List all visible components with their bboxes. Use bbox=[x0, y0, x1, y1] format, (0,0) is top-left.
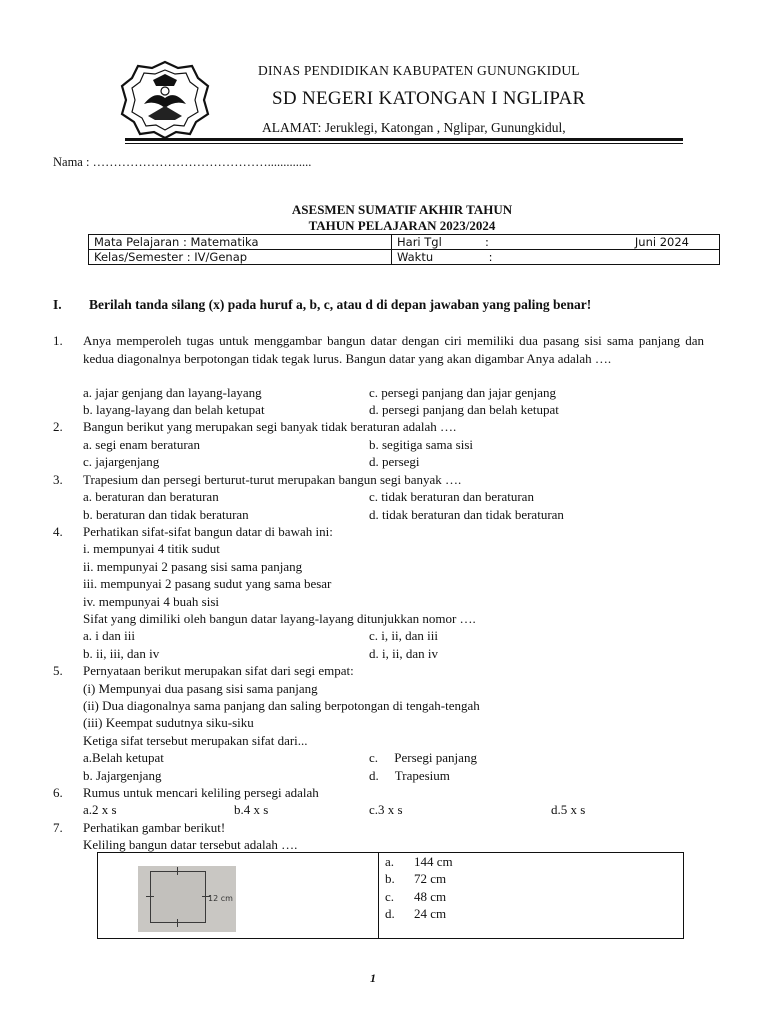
q2-option-a: a. segi enam beraturan bbox=[83, 437, 200, 452]
exam-info-table bbox=[88, 234, 720, 265]
q7-option-a-value: 144 cm bbox=[414, 854, 453, 869]
date-colon: : bbox=[485, 235, 489, 249]
q4-option-b: b. ii, iii, dan iv bbox=[83, 646, 160, 661]
question-4-text: Perhatikan sifat-sifat bangun datar di bawah ini: bbox=[83, 524, 333, 539]
q3-option-d: d. tidak beraturan dan tidak beraturan bbox=[369, 507, 564, 522]
q6-option-c: c.3 x s bbox=[369, 802, 403, 817]
q7-option-b-value: 72 cm bbox=[414, 871, 447, 886]
q4-property-iv: iv. mempunyai 4 buah sisi bbox=[83, 594, 220, 609]
time-label: Waktu bbox=[397, 250, 434, 264]
q4-question: Sifat yang dimiliki oleh bangun datar layang-layang ditunjukkan nomor …. bbox=[83, 611, 476, 626]
square-shape bbox=[150, 871, 206, 923]
date-label: Hari Tgl bbox=[397, 235, 442, 249]
question-5-number: 5. bbox=[53, 663, 63, 678]
section-text: Berilah tanda silang (x) pada huruf a, b, c, atau d di depan jawaban yang paling benar! bbox=[89, 297, 592, 312]
q3-option-a: a. beraturan dan beraturan bbox=[83, 489, 219, 504]
question-5-text: Pernyataan berikut merupakan sifat dari segi empat: bbox=[83, 663, 354, 678]
q4-option-c: c. i, ii, dan iii bbox=[369, 628, 438, 643]
q1-option-a: a. jajar genjang dan layang-layang bbox=[83, 385, 262, 400]
question-2-number: 2. bbox=[53, 419, 63, 434]
school-address: ALAMAT: Jeruklegi, Katongan , Nglipar, Gunungkidul, bbox=[262, 120, 566, 135]
time-colon: : bbox=[488, 250, 493, 264]
question-1-text: Anya memperoleh tugas untuk menggambar bangun datar dengan ciri memiliki dua pasang sisi sama panjang dan kedua diagonalnya berpotongan tidak tegak lurus. Bangun datar yang akan digambar Anya adalah …. bbox=[83, 333, 704, 366]
q2-option-c: c. jajargenjang bbox=[83, 454, 160, 469]
question-2-text: Bangun berikut yang merupakan segi banyak tidak beraturan adalah …. bbox=[83, 419, 457, 434]
question-7-text: Perhatikan gambar berikut! bbox=[83, 820, 226, 835]
q5-option-d: d. Trapesium bbox=[369, 768, 450, 783]
date-cell bbox=[392, 235, 720, 250]
q4-property-i: i. mempunyai 4 titik sudut bbox=[83, 541, 220, 556]
q1-option-b: b. layang-layang dan belah ketupat bbox=[83, 402, 265, 417]
question-4-number: 4. bbox=[53, 524, 63, 539]
square-side-label: 12 cm bbox=[208, 894, 233, 903]
district-emblem-logo bbox=[120, 60, 210, 140]
exam-title: ASESMEN SUMATIF AKHIR TAHUN bbox=[291, 202, 513, 217]
tick-mark-top bbox=[177, 867, 178, 875]
q2-option-b: b. segitiga sama sisi bbox=[369, 437, 473, 452]
q3-option-b: b. beraturan dan tidak beraturan bbox=[83, 507, 249, 522]
section-number: I. bbox=[53, 297, 62, 312]
q4-property-iii: iii. mempunyai 2 pasang sudut yang sama besar bbox=[83, 576, 332, 591]
time-cell bbox=[392, 250, 720, 265]
q6-option-a: a.2 x s bbox=[83, 802, 117, 817]
q2-option-d: d. persegi bbox=[369, 454, 420, 469]
class-cell: Kelas/Semester : IV/Genap bbox=[89, 250, 392, 265]
exam-year: TAHUN PELAJARAN 2023/2024 bbox=[308, 218, 496, 233]
tick-mark-left bbox=[146, 896, 154, 897]
page-number: 1 bbox=[370, 971, 376, 985]
q1-option-d: d. persegi panjang dan belah ketupat bbox=[369, 402, 559, 417]
q5-question: Ketiga sifat tersebut merupakan sifat dari... bbox=[83, 733, 308, 748]
q7-option-c-value: 48 cm bbox=[414, 889, 447, 904]
question-3-number: 3. bbox=[53, 472, 63, 487]
question-6-number: 6. bbox=[53, 785, 63, 800]
q5-option-c: c. Persegi panjang bbox=[369, 750, 477, 765]
question-3-text: Trapesium dan persegi berturut-turut merupakan bangun segi banyak …. bbox=[83, 472, 462, 487]
school-name: SD NEGERI KATONGAN I NGLIPAR bbox=[272, 88, 586, 109]
header-rule-thin bbox=[125, 143, 683, 144]
q5-option-a: a.Belah ketupat bbox=[83, 750, 164, 765]
q5-statement-iii: (iii) Keempat sudutnya siku-siku bbox=[83, 715, 254, 730]
q4-option-d: d. i, ii, dan iv bbox=[369, 646, 438, 661]
q6-option-b: b.4 x s bbox=[234, 802, 269, 817]
q7-option-d-letter: d. bbox=[385, 906, 395, 921]
q7-table-divider bbox=[378, 852, 379, 939]
question-1-number: 1. bbox=[53, 333, 63, 348]
info-row bbox=[89, 250, 720, 265]
subject-cell: Mata Pelajaran : Matematika bbox=[89, 235, 392, 250]
q7-option-d-value: 24 cm bbox=[414, 906, 447, 921]
date-value: Juni 2024 bbox=[634, 235, 689, 249]
q5-option-b: b. Jajargenjang bbox=[83, 768, 162, 783]
q7-option-c-letter: c. bbox=[385, 889, 395, 904]
q7-question: Keliling bangun datar tersebut adalah …. bbox=[83, 837, 298, 852]
question-6-text: Rumus untuk mencari keliling persegi adalah bbox=[83, 785, 319, 800]
tick-mark-bottom bbox=[177, 919, 178, 927]
agency-name: DINAS PENDIDIKAN KABUPATEN GUNUNGKIDUL bbox=[258, 63, 580, 78]
q5-statement-i: (i) Mempunyai dua pasang sisi sama panjang bbox=[83, 681, 318, 696]
q4-option-a: a. i dan iii bbox=[83, 628, 135, 643]
q7-option-a-letter: a. bbox=[385, 854, 395, 869]
q6-option-d: d.5 x s bbox=[551, 802, 586, 817]
q7-option-b-letter: b. bbox=[385, 871, 395, 886]
section-instruction bbox=[53, 297, 592, 313]
question-7-number: 7. bbox=[53, 820, 63, 835]
info-row bbox=[89, 235, 720, 250]
header-rule-thick bbox=[125, 138, 683, 141]
q4-property-ii: ii. mempunyai 2 pasang sisi sama panjang bbox=[83, 559, 303, 574]
q3-option-c: c. tidak beraturan dan beraturan bbox=[369, 489, 534, 504]
q5-statement-ii: (ii) Dua diagonalnya sama panjang dan saling berpotongan di tengah-tengah bbox=[83, 698, 480, 713]
name-field-line: Nama : …………………………………….............. bbox=[53, 155, 312, 169]
q1-option-c: c. persegi panjang dan jajar genjang bbox=[369, 385, 556, 400]
